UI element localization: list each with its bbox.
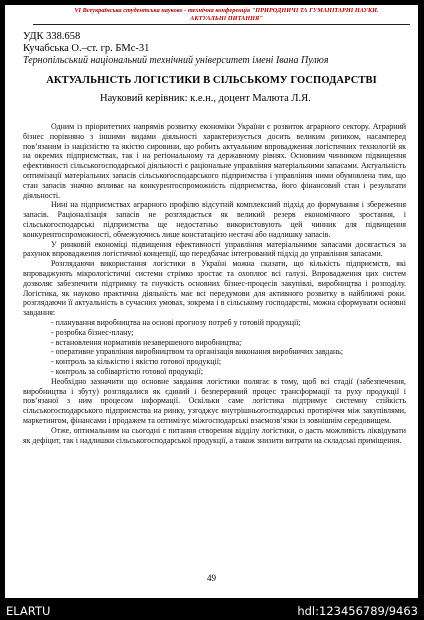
repository-name: ELARTU — [6, 604, 51, 618]
task-list-item: - контроль за собівартістю готової продукції; — [51, 366, 204, 376]
body-paragraph: Отже, оптимальним на сьогодні є питання створення відділу логістики, о дасть можливість ліквідувати як дефіцит, так і надлишки сільськогосподарської продукції, а також знизити витрати на складські приміщення. — [23, 425, 406, 445]
repository-footer — [0, 601, 424, 620]
body-paragraph: Розглядаючи використання логістики в Україні можна сказати, що кількість підприємств, які впроваджують мікрологістичні системи стрімко зростає та охоплює всі галузі. Впровадження цих систем дозволяє забезпечити підтримку та гнучкість основних бізнес-процесів закупівлі, виробництва і розподілу. Логістика, як науково практична діяльність має всі передумови для активного розвитку в найближчі роки. розглядаючи її актуальність в сучасних умовах, зокрема і в сільському господарстві, можна сформувати основні завдання: — [23, 259, 406, 318]
conference-header-line-2: АКТУАЛЬНІ ПИТАННЯ" — [190, 14, 263, 22]
handle-id[interactable]: hdl:123456789/9463 — [297, 604, 418, 618]
document-page — [5, 5, 418, 598]
task-list-item: - розробка бізнес-плану; — [51, 327, 134, 337]
task-list-item: - встановлення нормативів незавершеного виробництва; — [51, 337, 242, 347]
institution-line: Тернопільський національний технічний університет імені Івана Пулюя — [23, 55, 329, 66]
body-paragraph: Нині на підприємствах аграрного профілю відсутній комплексний підхід до формування і збереження запасів. Раціоналізація запасів не розглядається як великий резерв економічного зростання, і сільськогосподарські підприємства ще недостатньо використовують цей чинник для підвищення конкурентоспроможності, обмежуючись лише констатацією нестачі або надлишку запасів. — [23, 200, 406, 239]
conference-header — [45, 7, 408, 22]
paper-title: АКТУАЛЬНІСТЬ ЛОГІСТИКИ В СІЛЬСЬКОМУ ГОСПОДАРСТВІ — [46, 75, 377, 86]
task-list-item: - контроль за кількістю і якістю готової продукції; — [51, 357, 222, 367]
task-list-item: - оперативне управління виробництвом та організація виконання виробничих завдань; — [51, 347, 344, 357]
author-line: Кучабська О.–ст. гр. БМс-31 — [23, 43, 150, 54]
task-list-item: - планування виробництва на основі прогнозу потреб у готовій продукції; — [51, 317, 301, 327]
body-paragraph: Необхідно зазначити що основне завдання логістики полягає в тому, щоб всі стадії (забезпечення, виробництва і збуту) розглядалися як єдиний і безперервний процес трансформації та руху продукції і пов’язаної з ним процесом інформації. Оскільки саме логістика підтримує системну стійкість сільськогосподарського підприємства на ринку, узгоджує внутрішньогосподарські протиріччя між закупівлями, маркетингом, фінансами і продажем та оптимізує міжгосподарські взаємозв’язки із зовнішнім середовищем. — [23, 376, 406, 425]
page-number: 49 — [207, 573, 216, 583]
header-divider — [33, 24, 410, 25]
paper-body — [23, 122, 406, 445]
body-paragraph: Одним із пріоритетних напрямів розвитку економіки України є розвиток аграрного сектору. Аграрний бізнес порівняно з іншими видами діяльності характеризується досить великим ризиком, насамперед пов’язаним із націсністю та якістю сировини, що робить актуальним впровадження логістичних технологій як на окремих підприємствах, так і на регіональному та державному рівнях. Основним чинником підвищення ефективності сільськогосподарської діяльності є раціональне управління матеріальними запасами. Актуальність оптимізації матеріальних запасів сільськогосподарського підприємства і управління ними обумовлена тим, що стан запасів значно впливає на конкурентоспроможність підприємства, його фінансовий стан і результати діяльності. — [23, 122, 406, 200]
conference-header-line-1: VI Всеукраїнська студентська науково - технічна конференція "ПРИРОДНИЧІ ТА ГУМАНІТАРНІ НАУКИ. — [74, 7, 379, 14]
body-paragraph: У ринковій економіці підвищення ефективності управління матеріальними запасами досягається за рахунок впровадження логістичної концепції, що передбачає інтегрований підхід до управління запасами. — [23, 239, 406, 259]
udc-code: УДК 338.658 — [23, 31, 81, 42]
supervisor-line: Науковий керівник: к.е.н., доцент Малюта Л.Я. — [100, 93, 311, 104]
